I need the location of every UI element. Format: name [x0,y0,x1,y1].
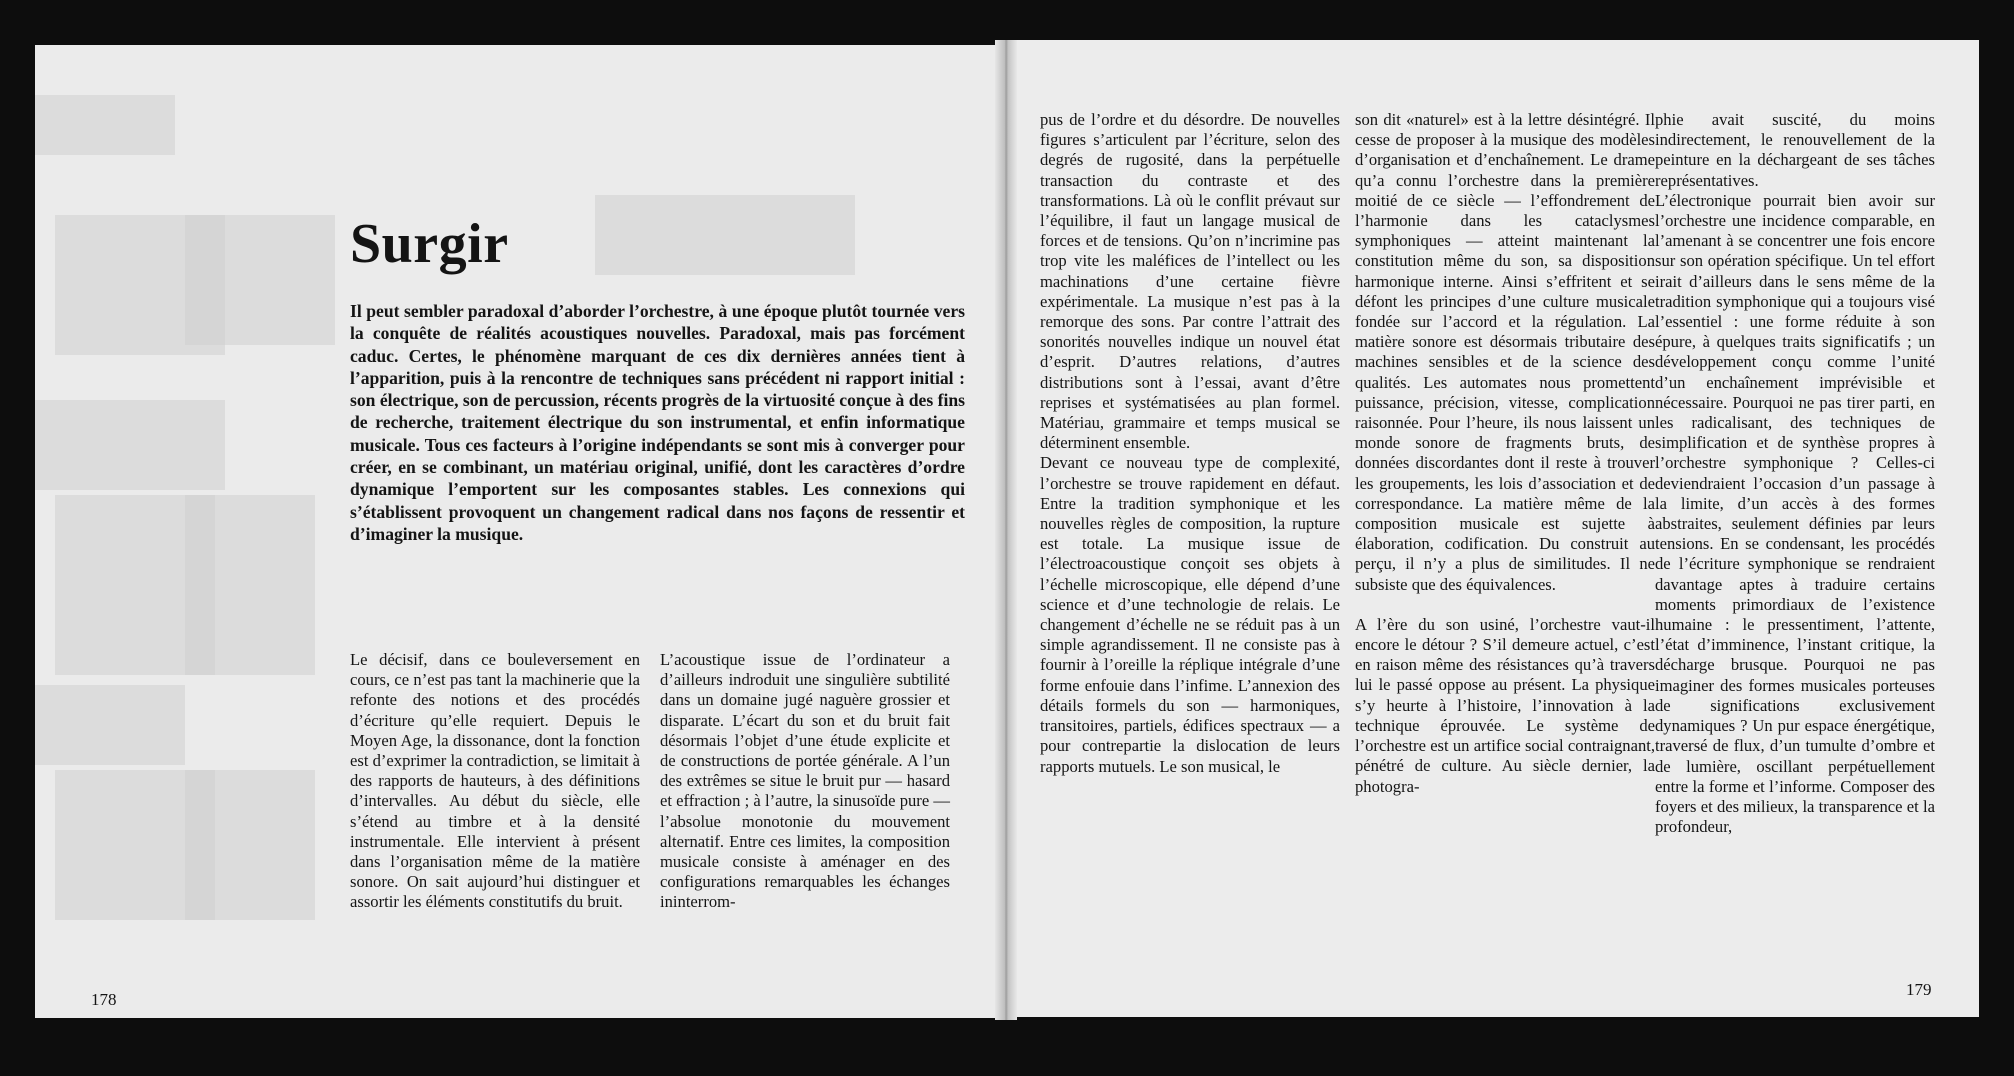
paragraph: L’acoustique issue de l’ordinateur a d’ailleurs indroduit une singulière subtilité dans un domaine jugé naguère grossier et disparate. L’écart du son et du bruit fait désormais l’objet d’une étude explicite et de constructions de portée générale. A l’un des extrêmes se situe le bruit pur — hasard et effraction ; à l’autre, la sinusoïde pure — l’absolue monotonie du mouvement alternatif. Entre ces limites, la composition musicale consiste à aménager en des configurations remarquables les échanges ininterrom- [660,650,950,912]
paragraph: A l’ère du son usiné, l’orchestre vaut-il encore le détour ? S’il demeure actuel, c’est en raison même des résistances qu’à travers lui le passé oppose au présent. La physique s’y heurte à l’histoire, l’innovation à la technique éprouvée. Le système de l’orchestre est un artifice social contraignant, pénétré de culture. Au siècle dernier, la photogra- [1355,614,1655,796]
paragraph: Devant ce nouveau type de complexité, l’orchestre se trouve rapidement en défaut. Entre la tradition symphonique et les nouvelles règles de composition, la rupture est totale. La musique issue de l’électroacoustique conçoit ses objets à l’échelle microscopique, elle dépend d’une science et d’une technologie de relais. Le changement d’échelle ne se réduit pas à un simple agrandissement. Il ne consiste pas à fournir à l’oreille la réplique intégrale d’une forme enfouie dans l’infime. L’annexion des détails formels du son — harmoniques, transitoires, partiels, édifices spectraux — a pour contrepartie la dislocation de leurs rapports mutuels. Le son musical, le [1040,453,1340,776]
text-column-2 [660,650,950,913]
article-title: Surgir [350,213,509,275]
text-column-4 [1355,110,1655,797]
paragraph: Le décisif, dans ce bouleversement en cours, ce n’est pas tant la machinerie que la refonte des notions et des procédés d’écriture qu’elle requiert. Depuis le Moyen Age, la dissonance, dont la fonction est d’exprimer la contradiction, se limitait à des rapports de hauteurs, à des définitions d’intervalles. Au début du siècle, elle s’étend au timbre et à la densité instrumentale. Elle intervient à présent dans l’organisation même de la matière sonore. On sait aujourd’hui distinguer et assortir les éléments constitutifs du bruit. [350,650,640,912]
paragraph: son dit «naturel» est à la lettre désintégré. Il cesse de proposer à la musique des modèles d’organisation et d’enchaînement. Le drame qu’a connu l’orchestre dans la première moitié de ce siècle — l’effondrement de l’harmonie dans les cataclysmes symphoniques — atteint maintenant la constitution même du son, sa disposition harmonique interne. Ainsi s’effritent et se défont les principes d’une culture musicale fondée sur l’accord et la régulation. La matière sonore est désormais tributaire des machines sensibles et de la science des qualités. Les automates nous promettent puissance, précision, vitesse, complication raisonnée. Pour l’heure, ils nous laissent un monde sonore de fragments bruts, de données discordantes dont il reste à trouver les groupements, les lois d’association et de correspondance. La matière même de la composition musicale est sujette à élaboration, codification. Du construit au perçu, il n’y a plus de similitudes. Il ne subsiste que des équivalences. [1355,110,1655,594]
show-through-image [35,685,185,765]
show-through-image [35,400,225,490]
paragraph: pus de l’ordre et du désordre. De nouvelles figures s’articulent par l’écriture, selon des degrés de rugosité, dans la perpétuelle transaction du contraste et des transformations. Là où le conflit prévaut sur l’équilibre, il faut un langage musical de forces et de tensions. Qu’on n’incrimine pas trop vite les maléfices de l’intellect ou les machinations d’une certaine fièvre expérimentale. La musique n’est pas à la remorque des sons. Par contre l’attrait des sonorités nouvelles indique un nouvel état d’esprit. D’autres relations, d’autres distributions sont à l’essai, avant d’être reprises et systématisées au plan formel. Matériau, grammaire et temps musical se déterminent ensemble. [1040,110,1340,453]
show-through-image [185,495,315,675]
show-through-image [185,770,315,920]
show-through-image [185,215,335,345]
page-number-right: 179 [1906,980,1932,999]
page-number-left: 178 [91,990,117,1009]
paragraph: L’électronique pourrait bien avoir sur l’orchestre une incidence comparable, en l’amenant à se concentrer une fois encore sur son opération spécifique. Un tel effort irait d’ailleurs dans le sens même de la tradition symphonique qui a toujours visé l’essentiel : une forme réduite à son épure, à quelques traits significatifs ; un développement conçu comme l’unité d’un enchaînement imprévisible et nécessaire. Pourquoi ne pas tirer parti, en les radicalisant, des techniques de simplification et de synthèse propres à l’orchestre symphonique ? Celles-ci deviendraient l’occasion d’un passage à la limite, d’un accès à des formes abstraites, seulement définies par leurs tensions. En se condensant, les procédés de l’écriture symphonique se rendraient davantage aptes à traduire certains moments primordiaux de l’existence humaine : le pressentiment, l’attente, l’état d’imminence, l’instant critique, la décharge brusque. Pourquoi ne pas imaginer des formes musicales porteuses de significations exclusivement dynamiques ? Un pur espace énergétique, traversé de flux, d’un tumulte d’ombre et de lumière, oscillant perpétuellement entre la forme et l’informe. Composer des foyers et des milieux, la transparence et la profondeur, [1655,190,1935,837]
text-column-1 [350,650,640,913]
text-column-3 [1040,110,1340,777]
show-through-image [35,95,175,155]
book-spine [995,40,1017,1020]
paragraph: phie avait suscité, du moins indirectement, le renouvellement de la peinture en la déchargeant de ses tâches représentatives. [1655,110,1935,190]
text-column-5 [1655,110,1935,837]
show-through-image [595,195,855,275]
intro-paragraph: Il peut sembler paradoxal d’aborder l’orchestre, à une époque plutôt tournée vers la conquête de réalités acoustiques nouvelles. Paradoxal, mais pas forcément caduc. Certes, le phénomène marquant de ces dix dernières années tient à l’apparition, puis à la rencontre de techniques sans précédent ni rapport initial : son électrique, son de percussion, récents progrès de la virtuosité conçue à des fins de recherche, traitement électrique du son instrumental, et enfin informatique musicale. Tous ces facteurs à l’origine indépendants se sont mis à converger pour créer, en se combinant, un matériau original, unifié, dont les caractères d’ordre dynamique l’emportent sur les composantes stables. Les connexions qui s’établissent provoquent un changement radical dans nos façons de ressentir et d’imaginer la musique. [350,301,965,544]
